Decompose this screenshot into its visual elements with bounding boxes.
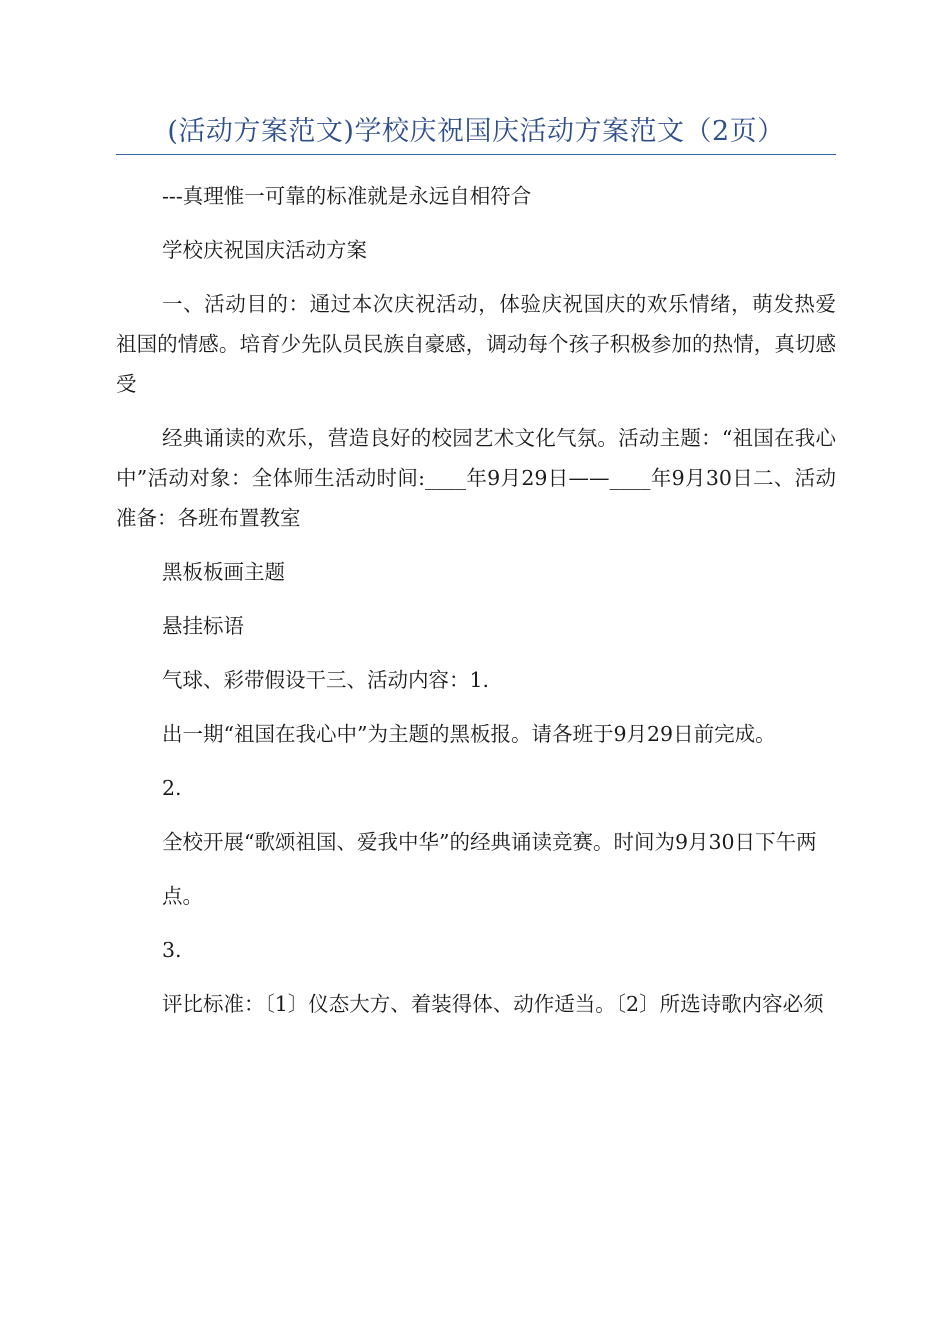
document-title: (活动方案范文)学校庆祝国庆活动方案范文（2页） [167, 116, 785, 147]
title-underline [116, 154, 836, 155]
paragraph: 气球、彩带假设干三、活动内容：1. [162, 668, 490, 692]
paragraph: 经典诵读的欢乐，营造良好的校园艺术文化气氛。活动主题：“祖国在我心中”活动对象：全体师生活动时间:____年9月29日——____年9月30日二、活动准备：各班布置教室 [116, 426, 836, 530]
paragraph: 全校开展“歌颂祖国、爱我中华”的经典诵读竞赛。时间为9月30日下午两 [162, 830, 817, 854]
document-body [116, 176, 836, 1038]
paragraph: 评比标准：〔1〕仪态大方、着装得体、动作适当。〔2〕所选诗歌内容必须 [162, 992, 824, 1016]
paragraph: ---真理惟一可靠的标准就是永远自相符合 [162, 184, 532, 208]
paragraph: 点。 [162, 884, 203, 908]
paragraph: 学校庆祝国庆活动方案 [162, 238, 367, 262]
paragraph: 黑板板画主题 [162, 560, 285, 584]
paragraph: 悬挂标语 [162, 614, 244, 638]
paragraph: 出一期“祖国在我心中”为主题的黑板报。请各班于9月29日前完成。 [162, 722, 776, 746]
paragraph: 3. [162, 938, 182, 962]
paragraph: 2. [162, 776, 182, 800]
paragraph: 一、活动目的：通过本次庆祝活动，体验庆祝国庆的欢乐情绪，萌发热爱祖国的情感。培育少先队员民族自豪感，调动每个孩子积极参加的热情，真切感受 [116, 292, 836, 396]
